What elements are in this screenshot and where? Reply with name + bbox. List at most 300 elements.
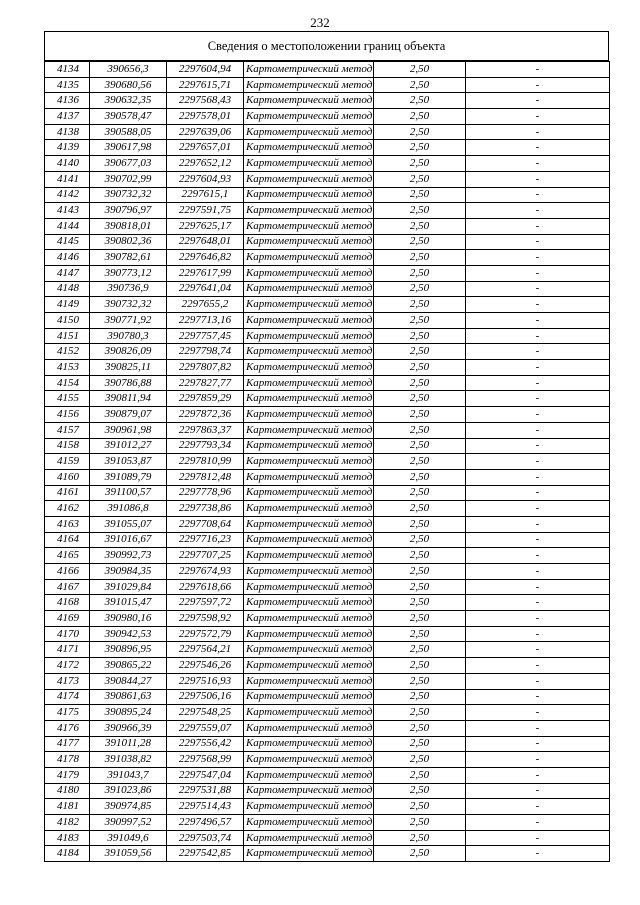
- x-coordinate-cell: 391059,56: [90, 846, 167, 862]
- method-cell: Картометрический метод: [244, 250, 374, 266]
- point-number-cell: 4183: [45, 830, 90, 846]
- description-cell: -: [466, 250, 610, 266]
- method-cell: Картометрический метод: [244, 501, 374, 517]
- description-cell: -: [466, 62, 610, 78]
- point-number-cell: 4148: [45, 281, 90, 297]
- y-coordinate-cell: 2297807,82: [167, 360, 244, 376]
- accuracy-cell: 2,50: [374, 454, 466, 470]
- y-coordinate-cell: 2297556,42: [167, 736, 244, 752]
- table-row: [45, 799, 610, 815]
- method-cell: Картометрический метод: [244, 93, 374, 109]
- point-number-cell: 4137: [45, 109, 90, 125]
- accuracy-cell: 2,50: [374, 344, 466, 360]
- coordinates-table: [44, 61, 610, 862]
- method-cell: Картометрический метод: [244, 783, 374, 799]
- point-number-cell: 4152: [45, 344, 90, 360]
- table-row: [45, 171, 610, 187]
- accuracy-cell: 2,50: [374, 799, 466, 815]
- x-coordinate-cell: 391055,07: [90, 516, 167, 532]
- accuracy-cell: 2,50: [374, 830, 466, 846]
- y-coordinate-cell: 2297798,74: [167, 344, 244, 360]
- description-cell: -: [466, 156, 610, 172]
- x-coordinate-cell: 390773,12: [90, 265, 167, 281]
- method-cell: Картометрический метод: [244, 407, 374, 423]
- y-coordinate-cell: 2297496,57: [167, 815, 244, 831]
- table-row: [45, 815, 610, 831]
- table-row: [45, 265, 610, 281]
- x-coordinate-cell: 391049,6: [90, 830, 167, 846]
- point-number-cell: 4168: [45, 595, 90, 611]
- table-row: [45, 234, 610, 250]
- method-cell: Картометрический метод: [244, 265, 374, 281]
- y-coordinate-cell: 2297531,88: [167, 783, 244, 799]
- point-number-cell: 4181: [45, 799, 90, 815]
- x-coordinate-cell: 391023,86: [90, 783, 167, 799]
- table-row: [45, 454, 610, 470]
- point-number-cell: 4158: [45, 438, 90, 454]
- point-number-cell: 4141: [45, 171, 90, 187]
- x-coordinate-cell: 390677,03: [90, 156, 167, 172]
- y-coordinate-cell: 2297615,71: [167, 77, 244, 93]
- accuracy-cell: 2,50: [374, 705, 466, 721]
- y-coordinate-cell: 2297618,66: [167, 579, 244, 595]
- description-cell: -: [466, 360, 610, 376]
- accuracy-cell: 2,50: [374, 658, 466, 674]
- description-cell: -: [466, 815, 610, 831]
- point-number-cell: 4145: [45, 234, 90, 250]
- table-row: [45, 626, 610, 642]
- description-cell: -: [466, 109, 610, 125]
- point-number-cell: 4153: [45, 360, 90, 376]
- x-coordinate-cell: 390966,39: [90, 720, 167, 736]
- x-coordinate-cell: 390780,3: [90, 328, 167, 344]
- table-row: [45, 313, 610, 329]
- x-coordinate-cell: 390818,01: [90, 218, 167, 234]
- accuracy-cell: 2,50: [374, 564, 466, 580]
- x-coordinate-cell: 390879,07: [90, 407, 167, 423]
- point-number-cell: 4139: [45, 140, 90, 156]
- point-number-cell: 4179: [45, 767, 90, 783]
- table-row: [45, 752, 610, 768]
- x-coordinate-cell: 390844,27: [90, 673, 167, 689]
- table-row: [45, 124, 610, 140]
- x-coordinate-cell: 390984,35: [90, 564, 167, 580]
- x-coordinate-cell: 390865,22: [90, 658, 167, 674]
- accuracy-cell: 2,50: [374, 469, 466, 485]
- accuracy-cell: 2,50: [374, 689, 466, 705]
- table-row: [45, 846, 610, 862]
- method-cell: Картометрический метод: [244, 815, 374, 831]
- table-row: [45, 77, 610, 93]
- y-coordinate-cell: 2297615,1: [167, 187, 244, 203]
- table-row: [45, 360, 610, 376]
- accuracy-cell: 2,50: [374, 77, 466, 93]
- table-row: [45, 720, 610, 736]
- y-coordinate-cell: 2297568,43: [167, 93, 244, 109]
- y-coordinate-cell: 2297674,93: [167, 564, 244, 580]
- description-cell: -: [466, 297, 610, 313]
- table-row: [45, 203, 610, 219]
- point-number-cell: 4182: [45, 815, 90, 831]
- description-cell: -: [466, 77, 610, 93]
- table-row: [45, 344, 610, 360]
- point-number-cell: 4144: [45, 218, 90, 234]
- point-number-cell: 4163: [45, 516, 90, 532]
- y-coordinate-cell: 2297568,99: [167, 752, 244, 768]
- x-coordinate-cell: 390578,47: [90, 109, 167, 125]
- y-coordinate-cell: 2297863,37: [167, 422, 244, 438]
- y-coordinate-cell: 2297778,96: [167, 485, 244, 501]
- description-cell: -: [466, 265, 610, 281]
- y-coordinate-cell: 2297657,01: [167, 140, 244, 156]
- y-coordinate-cell: 2297604,93: [167, 171, 244, 187]
- x-coordinate-cell: 391053,87: [90, 454, 167, 470]
- accuracy-cell: 2,50: [374, 250, 466, 266]
- table-row: [45, 783, 610, 799]
- accuracy-cell: 2,50: [374, 783, 466, 799]
- description-cell: -: [466, 187, 610, 203]
- y-coordinate-cell: 2297716,23: [167, 532, 244, 548]
- table-row: [45, 532, 610, 548]
- y-coordinate-cell: 2297547,04: [167, 767, 244, 783]
- y-coordinate-cell: 2297597,72: [167, 595, 244, 611]
- accuracy-cell: 2,50: [374, 281, 466, 297]
- accuracy-cell: 2,50: [374, 485, 466, 501]
- point-number-cell: 4135: [45, 77, 90, 93]
- description-cell: -: [466, 375, 610, 391]
- method-cell: Картометрический метод: [244, 846, 374, 862]
- table-row: [45, 422, 610, 438]
- point-number-cell: 4172: [45, 658, 90, 674]
- table-row: [45, 218, 610, 234]
- accuracy-cell: 2,50: [374, 422, 466, 438]
- y-coordinate-cell: 2297506,16: [167, 689, 244, 705]
- table-row: [45, 281, 610, 297]
- y-coordinate-cell: 2297827,77: [167, 375, 244, 391]
- point-number-cell: 4142: [45, 187, 90, 203]
- accuracy-cell: 2,50: [374, 767, 466, 783]
- method-cell: Картометрический метод: [244, 391, 374, 407]
- accuracy-cell: 2,50: [374, 579, 466, 595]
- x-coordinate-cell: 390826,09: [90, 344, 167, 360]
- description-cell: -: [466, 93, 610, 109]
- table-row: [45, 93, 610, 109]
- accuracy-cell: 2,50: [374, 595, 466, 611]
- page-number: 232: [310, 15, 330, 30]
- x-coordinate-cell: 390771,92: [90, 313, 167, 329]
- point-number-cell: 4174: [45, 689, 90, 705]
- table-row: [45, 767, 610, 783]
- description-cell: -: [466, 673, 610, 689]
- y-coordinate-cell: 2297503,74: [167, 830, 244, 846]
- table-row: [45, 642, 610, 658]
- description-cell: -: [466, 579, 610, 595]
- table-row: [45, 407, 610, 423]
- accuracy-cell: 2,50: [374, 673, 466, 689]
- description-cell: -: [466, 328, 610, 344]
- description-cell: -: [466, 846, 610, 862]
- accuracy-cell: 2,50: [374, 234, 466, 250]
- method-cell: Картометрический метод: [244, 485, 374, 501]
- point-number-cell: 4160: [45, 469, 90, 485]
- point-number-cell: 4184: [45, 846, 90, 862]
- accuracy-cell: 2,50: [374, 736, 466, 752]
- y-coordinate-cell: 2297625,17: [167, 218, 244, 234]
- description-cell: -: [466, 124, 610, 140]
- accuracy-cell: 2,50: [374, 297, 466, 313]
- accuracy-cell: 2,50: [374, 328, 466, 344]
- method-cell: Картометрический метод: [244, 328, 374, 344]
- description-cell: -: [466, 501, 610, 517]
- description-cell: -: [466, 218, 610, 234]
- x-coordinate-cell: 391011,28: [90, 736, 167, 752]
- method-cell: Картометрический метод: [244, 438, 374, 454]
- method-cell: Картометрический метод: [244, 532, 374, 548]
- y-coordinate-cell: 2297810,99: [167, 454, 244, 470]
- table-row: [45, 705, 610, 721]
- table-row: [45, 548, 610, 564]
- y-coordinate-cell: 2297652,12: [167, 156, 244, 172]
- table-row: [45, 830, 610, 846]
- table-row: [45, 689, 610, 705]
- description-cell: -: [466, 642, 610, 658]
- method-cell: Картометрический метод: [244, 579, 374, 595]
- method-cell: Картометрический метод: [244, 564, 374, 580]
- method-cell: Картометрический метод: [244, 344, 374, 360]
- method-cell: Картометрический метод: [244, 62, 374, 78]
- x-coordinate-cell: 391043,7: [90, 767, 167, 783]
- method-cell: Картометрический метод: [244, 830, 374, 846]
- method-cell: Картометрический метод: [244, 297, 374, 313]
- description-cell: -: [466, 407, 610, 423]
- method-cell: Картометрический метод: [244, 595, 374, 611]
- y-coordinate-cell: 2297708,64: [167, 516, 244, 532]
- table-row: [45, 485, 610, 501]
- table-row: [45, 391, 610, 407]
- y-coordinate-cell: 2297514,43: [167, 799, 244, 815]
- point-number-cell: 4150: [45, 313, 90, 329]
- table-row: [45, 658, 610, 674]
- accuracy-cell: 2,50: [374, 501, 466, 517]
- x-coordinate-cell: 390786,88: [90, 375, 167, 391]
- point-number-cell: 4156: [45, 407, 90, 423]
- method-cell: Картометрический метод: [244, 673, 374, 689]
- accuracy-cell: 2,50: [374, 815, 466, 831]
- description-cell: -: [466, 313, 610, 329]
- method-cell: Картометрический метод: [244, 218, 374, 234]
- table-row: [45, 611, 610, 627]
- x-coordinate-cell: 390632,35: [90, 93, 167, 109]
- table-row: [45, 579, 610, 595]
- point-number-cell: 4161: [45, 485, 90, 501]
- description-cell: -: [466, 454, 610, 470]
- x-coordinate-cell: 390617,98: [90, 140, 167, 156]
- y-coordinate-cell: 2297713,16: [167, 313, 244, 329]
- accuracy-cell: 2,50: [374, 140, 466, 156]
- x-coordinate-cell: 390782,61: [90, 250, 167, 266]
- method-cell: Картометрический метод: [244, 767, 374, 783]
- table-row: [45, 62, 610, 78]
- x-coordinate-cell: 390961,98: [90, 422, 167, 438]
- point-number-cell: 4162: [45, 501, 90, 517]
- accuracy-cell: 2,50: [374, 626, 466, 642]
- point-number-cell: 4159: [45, 454, 90, 470]
- description-cell: -: [466, 611, 610, 627]
- table-row: [45, 516, 610, 532]
- accuracy-cell: 2,50: [374, 438, 466, 454]
- point-number-cell: 4154: [45, 375, 90, 391]
- x-coordinate-cell: 390736,9: [90, 281, 167, 297]
- table-row: [45, 328, 610, 344]
- method-cell: Картометрический метод: [244, 611, 374, 627]
- method-cell: Картометрический метод: [244, 469, 374, 485]
- x-coordinate-cell: 390732,32: [90, 297, 167, 313]
- y-coordinate-cell: 2297872,36: [167, 407, 244, 423]
- y-coordinate-cell: 2297591,75: [167, 203, 244, 219]
- y-coordinate-cell: 2297641,04: [167, 281, 244, 297]
- x-coordinate-cell: 390702,99: [90, 171, 167, 187]
- x-coordinate-cell: 391086,8: [90, 501, 167, 517]
- point-number-cell: 4134: [45, 62, 90, 78]
- method-cell: Картометрический метод: [244, 281, 374, 297]
- description-cell: -: [466, 564, 610, 580]
- table-row: [45, 375, 610, 391]
- method-cell: Картометрический метод: [244, 658, 374, 674]
- accuracy-cell: 2,50: [374, 375, 466, 391]
- y-coordinate-cell: 2297646,82: [167, 250, 244, 266]
- method-cell: Картометрический метод: [244, 140, 374, 156]
- accuracy-cell: 2,50: [374, 171, 466, 187]
- table-row: [45, 595, 610, 611]
- x-coordinate-cell: 390992,73: [90, 548, 167, 564]
- y-coordinate-cell: 2297516,93: [167, 673, 244, 689]
- x-coordinate-cell: 390811,94: [90, 391, 167, 407]
- description-cell: -: [466, 626, 610, 642]
- table-row: [45, 469, 610, 485]
- point-number-cell: 4155: [45, 391, 90, 407]
- point-number-cell: 4175: [45, 705, 90, 721]
- y-coordinate-cell: 2297559,07: [167, 720, 244, 736]
- x-coordinate-cell: 390896,95: [90, 642, 167, 658]
- table-row: [45, 564, 610, 580]
- description-cell: -: [466, 830, 610, 846]
- point-number-cell: 4146: [45, 250, 90, 266]
- method-cell: Картометрический метод: [244, 375, 374, 391]
- method-cell: Картометрический метод: [244, 187, 374, 203]
- y-coordinate-cell: 2297859,29: [167, 391, 244, 407]
- accuracy-cell: 2,50: [374, 642, 466, 658]
- accuracy-cell: 2,50: [374, 391, 466, 407]
- x-coordinate-cell: 391012,27: [90, 438, 167, 454]
- description-cell: -: [466, 438, 610, 454]
- method-cell: Картометрический метод: [244, 203, 374, 219]
- method-cell: Картометрический метод: [244, 705, 374, 721]
- y-coordinate-cell: 2297757,45: [167, 328, 244, 344]
- description-cell: -: [466, 767, 610, 783]
- x-coordinate-cell: 391038,82: [90, 752, 167, 768]
- point-number-cell: 4149: [45, 297, 90, 313]
- x-coordinate-cell: 390825,11: [90, 360, 167, 376]
- table-row: [45, 673, 610, 689]
- point-number-cell: 4173: [45, 673, 90, 689]
- method-cell: Картометрический метод: [244, 313, 374, 329]
- method-cell: Картометрический метод: [244, 720, 374, 736]
- table-row: [45, 140, 610, 156]
- y-coordinate-cell: 2297707,25: [167, 548, 244, 564]
- table-row: [45, 297, 610, 313]
- table-row: [45, 187, 610, 203]
- point-number-cell: 4138: [45, 124, 90, 140]
- accuracy-cell: 2,50: [374, 720, 466, 736]
- y-coordinate-cell: 2297604,94: [167, 62, 244, 78]
- x-coordinate-cell: 391100,57: [90, 485, 167, 501]
- description-cell: -: [466, 658, 610, 674]
- point-number-cell: 4143: [45, 203, 90, 219]
- description-cell: -: [466, 171, 610, 187]
- method-cell: Картометрический метод: [244, 422, 374, 438]
- accuracy-cell: 2,50: [374, 109, 466, 125]
- point-number-cell: 4176: [45, 720, 90, 736]
- method-cell: Картометрический метод: [244, 799, 374, 815]
- x-coordinate-cell: 390861,63: [90, 689, 167, 705]
- description-cell: -: [466, 469, 610, 485]
- x-coordinate-cell: 391015,47: [90, 595, 167, 611]
- x-coordinate-cell: 391089,79: [90, 469, 167, 485]
- table-row: [45, 250, 610, 266]
- table-row: [45, 156, 610, 172]
- description-cell: -: [466, 783, 610, 799]
- method-cell: Картометрический метод: [244, 156, 374, 172]
- description-cell: -: [466, 234, 610, 250]
- table-row: [45, 438, 610, 454]
- description-cell: -: [466, 203, 610, 219]
- description-cell: -: [466, 422, 610, 438]
- x-coordinate-cell: 390942,53: [90, 626, 167, 642]
- y-coordinate-cell: 2297572,79: [167, 626, 244, 642]
- accuracy-cell: 2,50: [374, 265, 466, 281]
- accuracy-cell: 2,50: [374, 516, 466, 532]
- accuracy-cell: 2,50: [374, 752, 466, 768]
- description-cell: -: [466, 140, 610, 156]
- point-number-cell: 4166: [45, 564, 90, 580]
- y-coordinate-cell: 2297639,06: [167, 124, 244, 140]
- point-number-cell: 4169: [45, 611, 90, 627]
- method-cell: Картометрический метод: [244, 548, 374, 564]
- point-number-cell: 4165: [45, 548, 90, 564]
- accuracy-cell: 2,50: [374, 93, 466, 109]
- description-cell: -: [466, 532, 610, 548]
- point-number-cell: 4136: [45, 93, 90, 109]
- accuracy-cell: 2,50: [374, 218, 466, 234]
- description-cell: -: [466, 281, 610, 297]
- accuracy-cell: 2,50: [374, 611, 466, 627]
- x-coordinate-cell: 391029,84: [90, 579, 167, 595]
- y-coordinate-cell: 2297738,86: [167, 501, 244, 517]
- y-coordinate-cell: 2297548,25: [167, 705, 244, 721]
- accuracy-cell: 2,50: [374, 62, 466, 78]
- coordinates-table-body: [45, 62, 610, 862]
- accuracy-cell: 2,50: [374, 313, 466, 329]
- accuracy-cell: 2,50: [374, 407, 466, 423]
- method-cell: Картометрический метод: [244, 454, 374, 470]
- point-number-cell: 4147: [45, 265, 90, 281]
- y-coordinate-cell: 2297617,99: [167, 265, 244, 281]
- point-number-cell: 4157: [45, 422, 90, 438]
- method-cell: Картометрический метод: [244, 171, 374, 187]
- x-coordinate-cell: 390980,16: [90, 611, 167, 627]
- accuracy-cell: 2,50: [374, 548, 466, 564]
- x-coordinate-cell: 390895,24: [90, 705, 167, 721]
